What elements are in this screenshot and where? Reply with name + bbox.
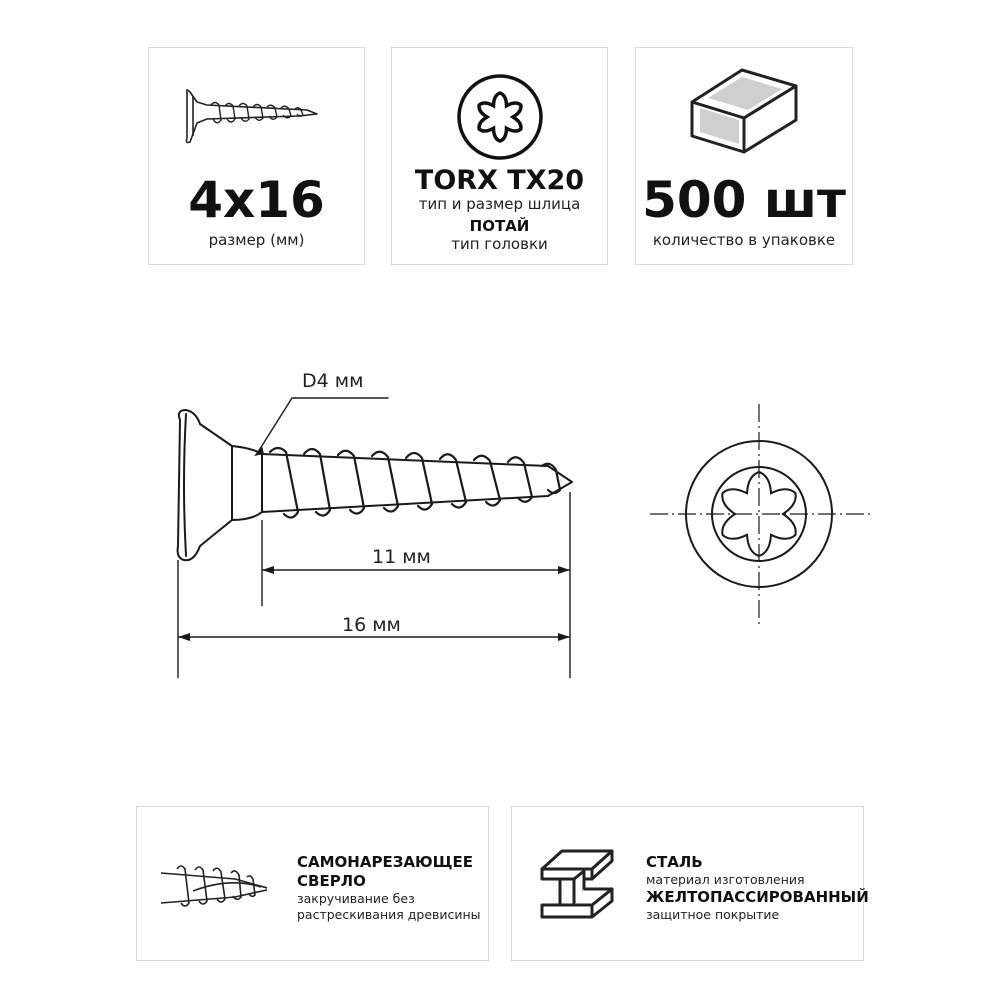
material-text xyxy=(646,853,869,923)
material-value: СТАЛЬ xyxy=(646,853,703,871)
drive-caption: тип и размер шлица xyxy=(418,195,581,213)
drill-card xyxy=(136,806,489,961)
size-card xyxy=(148,47,365,265)
screw-drawing xyxy=(0,340,1000,700)
head-value: ПОТАЙ xyxy=(469,217,530,235)
drill-title-line1: САМОНАРЕЗАЮЩЕЕ xyxy=(297,853,473,871)
coating-caption: защитное покрытие xyxy=(646,907,780,922)
quantity-value: 500 шт xyxy=(642,171,846,229)
total-length-label: 16 мм xyxy=(342,614,401,636)
quantity-caption: количество в упаковке xyxy=(652,231,836,249)
drill-tip-icon xyxy=(137,807,267,962)
size-caption: размер (мм) xyxy=(208,231,305,249)
quantity-card xyxy=(635,47,853,265)
drill-title-line2: СВЕРЛО xyxy=(297,872,366,890)
drive-card xyxy=(391,47,608,265)
steel-beam-icon xyxy=(512,807,632,962)
drill-caption-line1: закручивание без xyxy=(297,891,415,906)
material-card xyxy=(511,806,869,961)
coating-value: ЖЕЛТОПАССИРОВАННЫЙ xyxy=(646,888,869,906)
size-value: 4x16 xyxy=(188,171,325,229)
drive-value: TORX TX20 xyxy=(414,165,585,196)
material-caption: материал изготовления xyxy=(646,872,805,887)
drill-caption-line2: растрескивания древисины xyxy=(297,907,481,922)
head-caption: тип головки xyxy=(451,235,548,253)
drill-text xyxy=(297,853,481,923)
diameter-label: D4 мм xyxy=(302,370,364,392)
thread-length-label: 11 мм xyxy=(372,546,431,568)
